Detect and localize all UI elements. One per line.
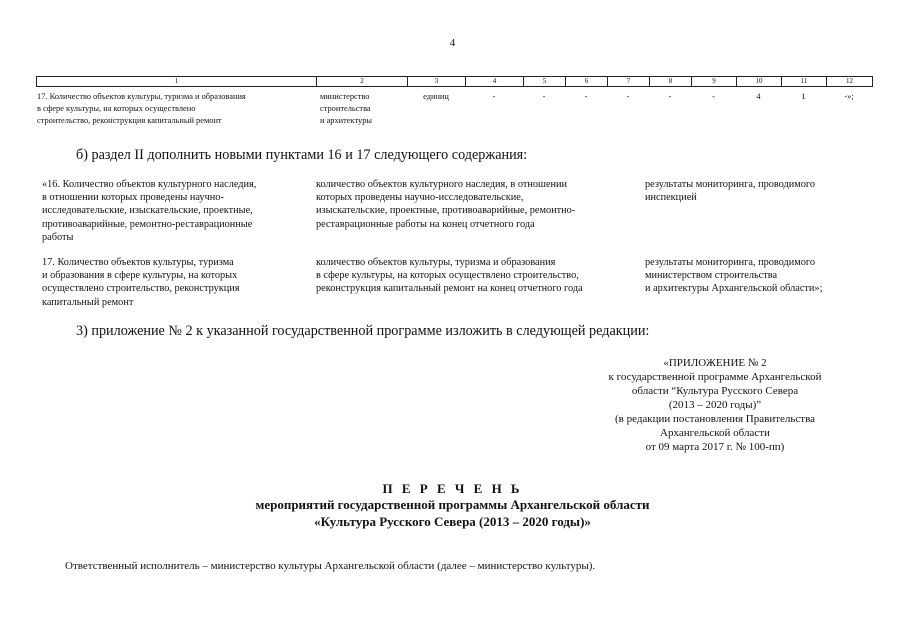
value-cell: -»; xyxy=(844,92,854,101)
indicator-17-source: результаты мониторинга, проводимого министерством строительства и архитектуры Архангельской области»; xyxy=(645,257,823,295)
item-3-text: 3) приложение № 2 к указанной государственной программе изложить в следующей редакции: xyxy=(76,323,650,339)
value-cell: - xyxy=(584,92,588,101)
responsible-cell: министерство строительства и архитектуры xyxy=(320,92,373,125)
column-number: 12 xyxy=(827,77,873,87)
indicator-16-source: результаты мониторинга, проводимого инспекцией xyxy=(645,179,816,204)
indicator-16-name: «16. Количество объектов культурного наследия, в отношении которых проведены научно- исследовательские, изыскательские, проектные, противоаварийные, ремонтно-реставрационные работы xyxy=(42,179,257,243)
responsible-executor-line: Ответственный исполнитель – министерство культуры Архангельской области (далее – министерство культуры). xyxy=(65,560,596,572)
list-subtitle-1: мероприятий государственной программы Архангельской области xyxy=(255,497,650,512)
column-number: 9 xyxy=(692,77,737,87)
column-number: 11 xyxy=(782,77,827,87)
column-number: 2 xyxy=(317,77,408,87)
page-number: 4 xyxy=(449,37,456,49)
value-cell: - xyxy=(668,92,672,101)
unit-cell: единиц xyxy=(423,92,449,101)
table-row xyxy=(36,91,872,127)
value-cell: 1 xyxy=(801,92,806,101)
value-cell: - xyxy=(626,92,630,101)
list-subtitle-2: «Культура Русского Севера (2013 – 2020 годы)» xyxy=(314,514,591,529)
appendix-header: «ПРИЛОЖЕНИЕ № 2 к государственной программе Архангельской области “Культура Русского Севера (2013 – 2020 годы)” (в редакции постановления Правительства Архангельской области от 09 марта 2017 г. № 100-пп) xyxy=(608,357,822,453)
indicator-17-name: 17. Количество объектов культуры, туризма и образования в сфере культуры, на которых осуществлено строительство, реконструкция капитальный ремонт xyxy=(42,257,240,308)
column-number: 7 xyxy=(608,77,650,87)
column-number: 1 xyxy=(37,77,317,87)
indicator-17-definition: количество объектов культуры, туризма и образования в сфере культуры, на которых осуществлено строительство, реконструкция капитальный ремонт на конец отчетного года xyxy=(316,257,583,295)
value-cell: - xyxy=(712,92,715,101)
value-cell: 4 xyxy=(756,92,761,101)
column-number: 3 xyxy=(408,77,466,87)
value-cell: - xyxy=(542,92,546,101)
section-b-heading: б) раздел II дополнить новыми пунктами 16 и 17 следующего содержания: xyxy=(76,147,528,163)
column-number: 8 xyxy=(650,77,692,87)
indicator-16-definition: количество объектов культурного наследия, в отношении которых проведены научно-исследовательские, изыскательские, проектные, противоаварийные, ремонтно- реставрационные работы на конец отчетного года xyxy=(316,179,576,230)
column-number: 5 xyxy=(524,77,566,87)
column-number: 10 xyxy=(737,77,782,87)
column-number: 4 xyxy=(466,77,524,87)
value-cell: - xyxy=(492,92,496,101)
indicator-name-cell: 17. Количество объектов культуры, туризма и образования в сфере культуры, на которых осуществлено строительство, реконструкция капитальный ремонт xyxy=(37,92,246,125)
column-number: 6 xyxy=(566,77,608,87)
list-title: П Е Р Е Ч Е Н Ь xyxy=(382,481,523,496)
table-column-numbers xyxy=(36,76,873,87)
